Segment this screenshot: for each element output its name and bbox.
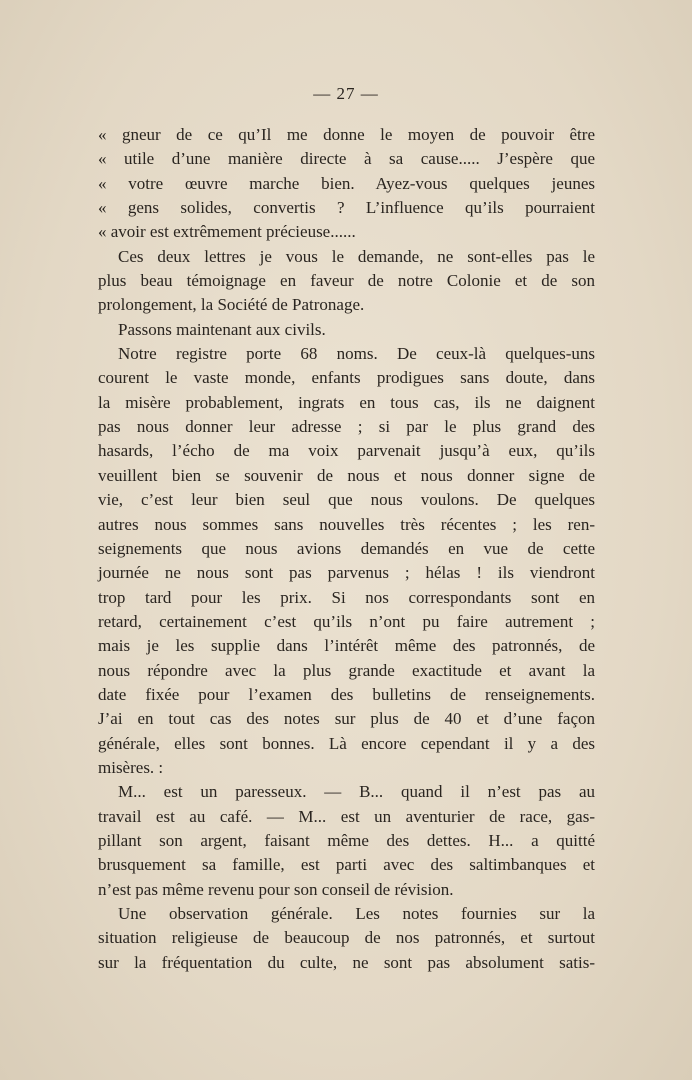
text-line: courent le vaste monde, enfants prodigues sans doute, dans (98, 368, 595, 388)
text-line: « votre œuvre marche bien. Ayez-vous quelques jeunes (98, 173, 595, 193)
text-line: vie, c’est leur bien seul que nous voulons. De quelques (98, 490, 595, 510)
text-line: Passons maintenant aux civils. (118, 319, 326, 339)
text-line: « gens solides, convertis ? L’influence qu’ils pourraient (98, 198, 595, 218)
text-line: journée ne nous sont pas parvenus ; hélas ! ils viendront (98, 563, 595, 583)
text-line: mais je les supplie dans l’intérêt même des patronnés, de (98, 636, 595, 656)
text-line: J’ai en tout cas des notes sur plus de 40 et d’une façon (98, 709, 595, 729)
text-line: prolongement, la Société de Patronage. (98, 295, 365, 315)
text-line: situation religieuse de beaucoup de nos patronnés, et surtout (98, 928, 595, 948)
text-line: brusquement sa famille, est parti avec des saltimbanques et (98, 855, 595, 875)
text-line: générale, elles sont bonnes. Là encore cependant il y a des (98, 733, 595, 753)
text-line: veuillent bien se souvenir de nous et nous donner signe de (98, 465, 595, 485)
text-line: nous répondre avec la plus grande exactitude et avant la (98, 660, 595, 680)
text-line: Notre registre porte 68 noms. De ceux-là quelques-uns (118, 344, 595, 364)
text-line: hasards, l’écho de ma voix parvenait jusqu’à eux, qu’ils (98, 441, 595, 461)
text-line: sur la fréquentation du culte, ne sont pas absolument satis- (98, 952, 595, 972)
text-line: « utile d’une manière directe à sa cause..... J’espère que (98, 149, 595, 169)
text-line: seignements que nous avions demandés en vue de cette (98, 538, 595, 558)
text-line: pillant son argent, faisant même des dettes. H... a quitté (98, 830, 595, 850)
text-line: Ces deux lettres je vous le demande, ne sont-elles pas le (118, 246, 595, 266)
text-line: retard, certainement c’est qu’ils n’ont pu faire autrement ; (98, 611, 595, 631)
body-text (98, 123, 595, 975)
text-line: trop tard pour les prix. Si nos correspondants sont en (98, 587, 595, 607)
text-line: la misère probablement, ingrats en tous cas, ils ne daignent (98, 392, 595, 412)
text-line: n’est pas même revenu pour son conseil de révision. (98, 879, 454, 899)
text-line: travail est au café. — M... est un aventurier de race, gas- (98, 806, 595, 826)
page-number: — 27 — (313, 84, 379, 103)
text-line: date fixée pour l’examen des bulletins de renseignements. (98, 684, 595, 704)
text-line: autres nous sommes sans nouvelles très récentes ; les ren- (98, 514, 595, 534)
text-line: « gneur de ce qu’Il me donne le moyen de pouvoir être (98, 125, 595, 144)
text-line: plus beau témoignage en faveur de notre Colonie et de son (98, 271, 595, 291)
text-line: pas nous donner leur adresse ; si par le plus grand des (98, 417, 595, 437)
text-line: « avoir est extrêmement précieuse...... (98, 222, 356, 242)
text-line: misères. : (98, 757, 164, 777)
text-line: Une observation générale. Les notes fournies sur la (118, 904, 595, 923)
text-line: M... est un paresseux. — B... quand il n’est pas au (118, 782, 595, 802)
